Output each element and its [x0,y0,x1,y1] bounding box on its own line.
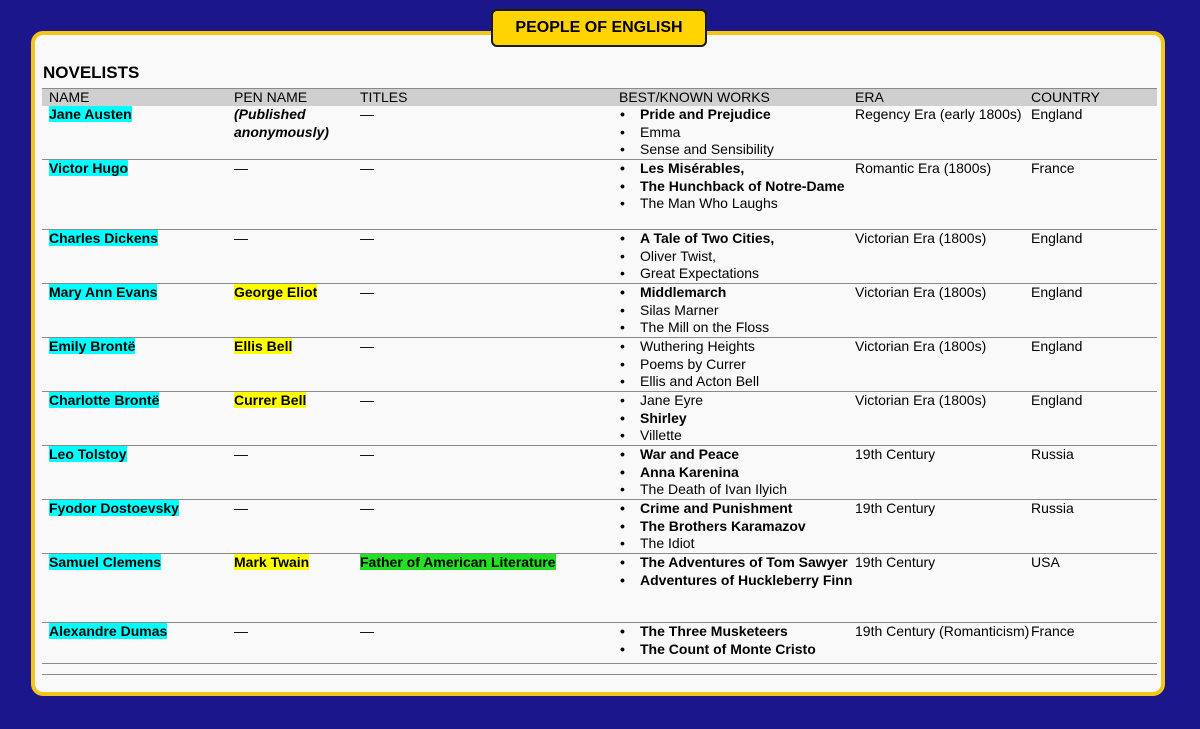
work-item: • Shirley [619,410,855,428]
cell-pen-name [234,338,360,391]
works-list [619,284,855,337]
title-text: — [360,284,374,300]
cell-name [42,284,234,337]
pen-name: — [234,500,248,516]
novelist-name: Charles Dickens [49,230,158,246]
cell-titles [360,230,619,283]
works-list [619,500,855,553]
cell-era: 19th Century [855,446,936,462]
cell-works [619,500,855,553]
cell-works [619,106,855,159]
title-text: — [360,338,374,354]
cell-pen-name [234,500,360,553]
pen-name: Mark Twain [234,554,310,570]
cell-name [42,623,234,674]
work-item: • The Idiot [619,535,855,553]
cell-country: Russia [1031,500,1074,516]
cell-works [619,230,855,283]
work-item: • Emma [619,124,855,142]
works-list [619,230,855,283]
table-row [42,623,1157,675]
title-text: — [360,230,374,246]
work-item: • Middlemarch [619,284,855,302]
novelist-name: Emily Brontë [49,338,136,354]
table-row [42,284,1157,338]
cell-name [42,230,234,283]
novelist-name: Leo Tolstoy [49,446,127,462]
cell-name [42,446,234,499]
cell-era: Victorian Era (1800s) [855,392,987,408]
table-row [42,106,1157,160]
work-item: • The Mill on the Floss [619,319,855,337]
work-item: • The Adventures of Tom Sawyer [619,554,855,572]
cell-era: 19th Century [855,500,936,516]
works-list [619,446,855,499]
cell-pen-name [234,106,360,159]
work-item: • Oliver Twist, [619,248,855,266]
pen-name: Ellis Bell [234,338,293,354]
cell-name [42,392,234,445]
work-item: • War and Peace [619,446,855,464]
cell-name [42,338,234,391]
work-item: • Wuthering Heights [619,338,855,356]
column-header-works: BEST/KNOWN WORKS [619,89,770,105]
cell-works [619,554,855,622]
work-item: • Pride and Prejudice [619,106,855,124]
cell-country: France [1031,623,1075,639]
novelist-name: Jane Austen [49,106,132,122]
work-item: • The Three Musketeers [619,623,855,641]
cell-country: England [1031,338,1083,354]
table-end-line [42,663,1157,664]
title-text: — [360,623,374,639]
cell-pen-name [234,392,360,445]
work-item: • Silas Marner [619,302,855,320]
cell-pen-name [234,284,360,337]
work-item: • Poems by Currer [619,356,855,374]
work-item: • The Hunchback of Notre-Dame [619,178,855,196]
novelist-name: Alexandre Dumas [49,623,168,639]
page-title: PEOPLE OF ENGLISH [491,9,707,47]
title-text: — [360,160,374,176]
title-text: — [360,446,374,462]
cell-era: Romantic Era (1800s) [855,160,992,176]
cell-titles [360,446,619,499]
cell-country: England [1031,230,1083,246]
cell-era: 19th Century [855,554,936,570]
column-header-pen-name: PEN NAME [234,89,308,105]
column-header-era: ERA [855,89,884,105]
cell-country: USA [1031,554,1060,570]
table-row [42,500,1157,554]
cell-titles [360,623,619,674]
cell-works [619,338,855,391]
cell-era: Regency Era (early 1800s) [855,106,1022,122]
works-list [619,160,855,213]
novelist-name: Fyodor Dostoevsky [49,500,179,516]
cell-pen-name [234,554,360,622]
table-row [42,392,1157,446]
work-item: • A Tale of Two Cities, [619,230,855,248]
cell-works [619,284,855,337]
title-text: — [360,500,374,516]
work-item: • Sense and Sensibility [619,141,855,159]
work-item: • Anna Karenina [619,464,855,482]
cell-titles [360,500,619,553]
works-list [619,338,855,391]
cell-works [619,623,855,674]
work-item: • Adventures of Huckleberry Finn [619,572,855,590]
pen-name: George Eliot [234,284,318,300]
title-text: — [360,106,374,122]
cell-pen-name [234,623,360,674]
novelist-name: Charlotte Brontë [49,392,160,408]
cell-titles [360,338,619,391]
title-text: Father of American Literature [360,554,556,570]
title-text: — [360,392,374,408]
cell-pen-name [234,160,360,229]
cell-era: Victorian Era (1800s) [855,284,987,300]
cell-era: Victorian Era (1800s) [855,230,987,246]
cell-era: Victorian Era (1800s) [855,338,987,354]
cell-titles [360,160,619,229]
pen-name: Currer Bell [234,392,307,408]
section-heading: NOVELISTS [43,63,140,82]
novelists-table [42,88,1157,675]
novelist-name: Victor Hugo [49,160,129,176]
cell-name [42,554,234,622]
cell-works [619,392,855,445]
cell-name [42,160,234,229]
cell-pen-name [234,446,360,499]
work-item: • Les Misérables, [619,160,855,178]
cell-titles [360,106,619,159]
cell-titles [360,284,619,337]
work-item: • The Count of Monte Cristo [619,641,855,659]
work-item: • Crime and Punishment [619,500,855,518]
work-item: • Ellis and Acton Bell [619,373,855,391]
work-item: • The Death of Ivan Ilyich [619,481,855,499]
work-item: • The Brothers Karamazov [619,518,855,536]
cell-titles [360,392,619,445]
novelist-name: Mary Ann Evans [49,284,158,300]
cell-name [42,500,234,553]
column-header-name: NAME [49,89,90,105]
pen-name: — [234,160,248,176]
works-list [619,623,855,658]
works-list [619,554,855,589]
table-body [42,106,1157,675]
cell-works [619,160,855,229]
works-list [619,392,855,445]
cell-country: England [1031,284,1083,300]
pen-name: — [234,623,248,639]
table-row [42,554,1157,623]
cell-titles [360,554,619,622]
cell-country: France [1031,160,1075,176]
novelist-name: Samuel Clemens [49,554,162,570]
cell-name [42,106,234,159]
work-item: • Villette [619,427,855,445]
pen-name: — [234,446,248,462]
pen-name: — [234,230,248,246]
work-item: • The Man Who Laughs [619,195,855,213]
cell-country: England [1031,392,1083,408]
cell-works [619,446,855,499]
works-list [619,106,855,159]
cell-era: 19th Century (Romanticism) [855,623,1030,639]
table-row [42,338,1157,392]
pen-name: (Published anonymously) [234,106,329,140]
column-header-titles: TITLES [360,89,408,105]
cell-country: Russia [1031,446,1074,462]
column-header-country: COUNTRY [1031,89,1100,105]
table-row [42,160,1157,230]
cell-country: England [1031,106,1083,122]
table-row [42,230,1157,284]
work-item: • Jane Eyre [619,392,855,410]
cell-pen-name [234,230,360,283]
table-header [42,88,1157,106]
work-item: • Great Expectations [619,265,855,283]
table-row [42,446,1157,500]
